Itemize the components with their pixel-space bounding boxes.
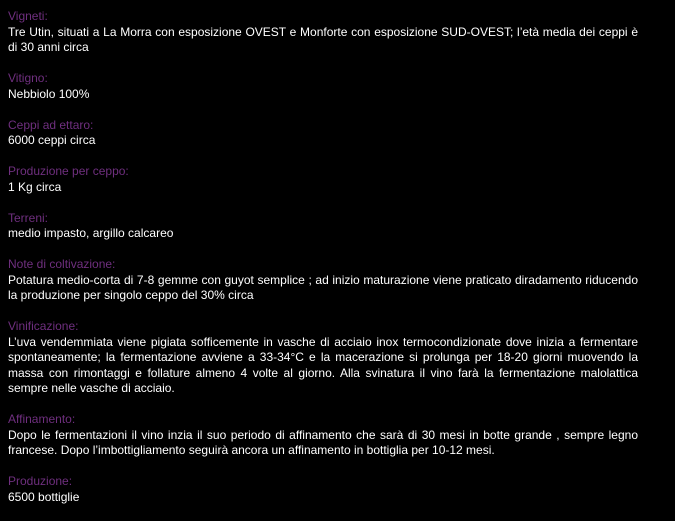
- section-value-note-di-coltivazione: Potatura medio-corta di 7-8 gemme con guyot semplice ; ad inizio maturazione viene praticato diradamento riducendo la produzione per singolo ceppo del 30% circa: [8, 272, 638, 302]
- section-value-vigneti: Tre Utin, situati a La Morra con esposizione OVEST e Monforte con esposizione SUD-OVEST; l’età media dei ceppi è di 30 anni circa: [8, 24, 638, 54]
- section-value-produzione: 6500 bottiglie: [8, 489, 80, 504]
- section-label-produzione-per-ceppo: Produzione per ceppo:: [8, 164, 129, 178]
- section-vinificazione: [8, 319, 638, 397]
- wine-datasheet: [8, 9, 638, 521]
- section-label-produzione: Produzione:: [8, 474, 73, 488]
- section-label-ceppi-ad-ettaro: Ceppi ad ettaro:: [8, 117, 94, 132]
- section-produzione-per-ceppo: [8, 164, 638, 195]
- section-ceppi-ad-ettaro: [8, 118, 638, 149]
- section-label-terreni: Terreni:: [8, 210, 49, 225]
- section-vitigno: [8, 71, 638, 102]
- section-vigneti: [8, 9, 638, 56]
- section-label-vigneti: Vigneti:: [8, 9, 48, 23]
- section-label-vinificazione: Vinificazione:: [8, 319, 79, 333]
- section-value-vitigno: Nebbiolo 100%: [8, 86, 90, 101]
- section-affinamento: [8, 412, 638, 459]
- section-note-di-coltivazione: [8, 257, 638, 304]
- section-label-affinamento: Affinamento:: [8, 412, 76, 426]
- section-label-note-di-coltivazione: Note di coltivazione:: [8, 257, 116, 271]
- section-value-produzione-per-ceppo: 1 Kg circa: [8, 179, 62, 194]
- section-value-affinamento: Dopo le fermentazioni il vino inzia il suo periodo di affinamento che sarà di 30 mesi in botte grande , sempre legno francese. Dopo l’imbottigliamento seguirà ancora un affinamento in bottiglia per 10-12 mesi.: [8, 427, 638, 457]
- section-value-ceppi-ad-ettaro: 6000 ceppi circa: [8, 133, 96, 147]
- section-terreni: [8, 211, 638, 242]
- section-value-terreni: medio impasto, argillo calcareo: [8, 226, 174, 240]
- section-produzione: [8, 474, 638, 505]
- section-value-vinificazione: L’uva vendemmiata viene pigiata sofficemente in vasche di acciaio inox termocondizionate dove inizia a fermentare spontaneamente; la fermentazione avviene a 33-34°C e la macerazione si prolunga per 18-20 giorni muovendo la massa con rimontaggi e follature almeno 4 volte al giorno. Alla svinatura il vino farà la fermentazione malolattica sempre nelle vasche di acciaio.: [8, 334, 638, 395]
- section-label-vitigno: Vitigno:: [8, 71, 48, 85]
